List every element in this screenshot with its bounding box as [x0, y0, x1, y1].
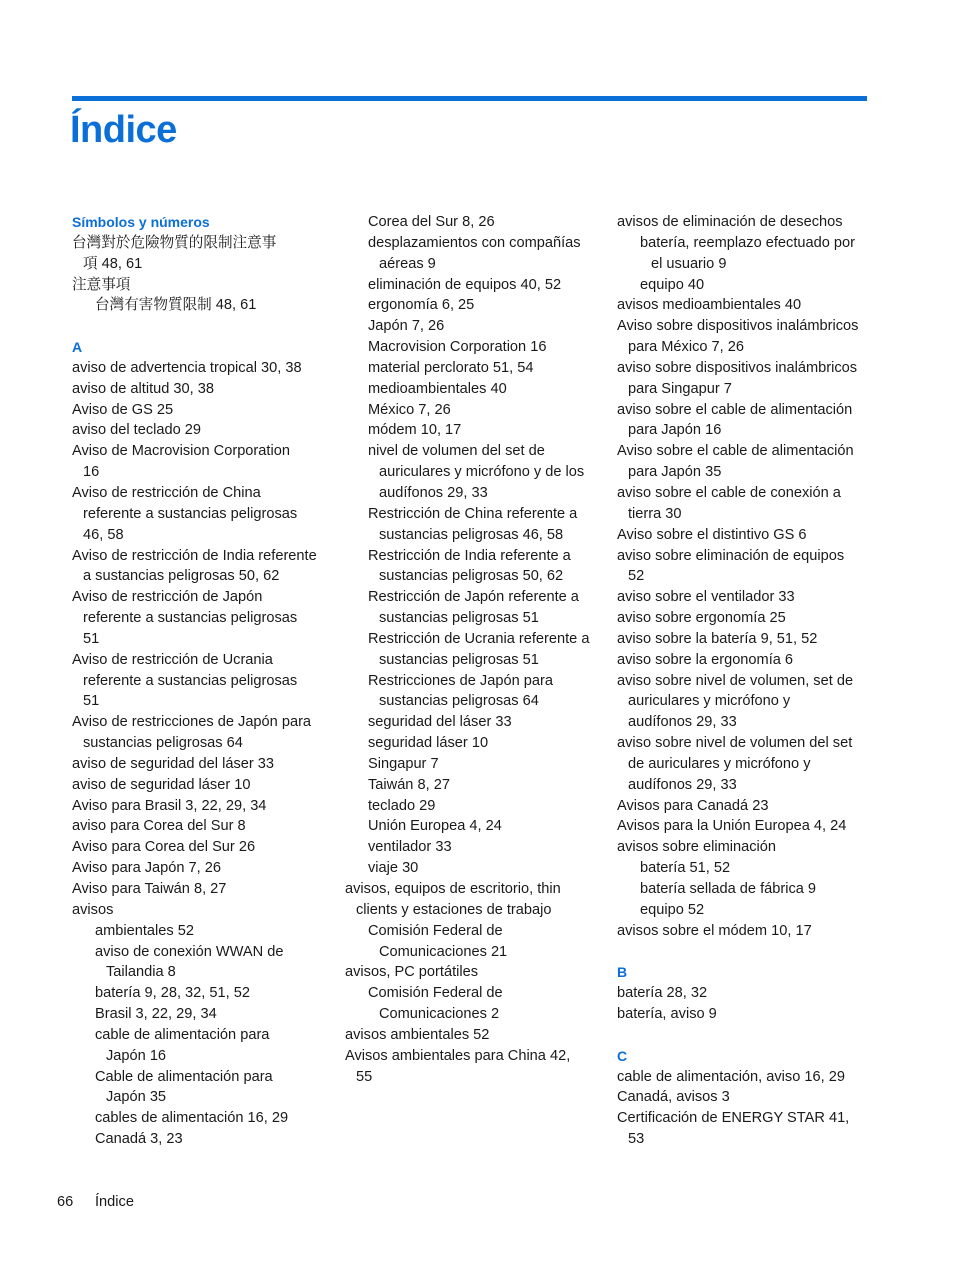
index-entry: Cable de alimentación para: [95, 1068, 273, 1085]
index-entry: seguridad láser 10: [368, 735, 489, 752]
section-heading: B: [617, 964, 628, 981]
index-entry: aviso sobre dispositivos inalámbricos: [617, 359, 858, 376]
index-entry: Aviso de Macrovision Corporation: [72, 443, 290, 460]
index-entry: medioambientales 40: [368, 380, 507, 397]
index-entry: Aviso de restricción de Ucrania: [72, 651, 273, 668]
index-entry: aviso sobre la batería 9, 51, 52: [617, 630, 818, 647]
index-entry: sustancias peligrosas 51: [379, 610, 539, 627]
section-gap: [72, 316, 337, 337]
index-entry: ambientales 52: [95, 922, 194, 939]
index-entry: para Singapur 7: [628, 380, 732, 397]
index-entry: Unión Europea 4, 24: [368, 818, 502, 835]
index-entry: aviso sobre el cable de conexión a: [617, 484, 841, 501]
index-entry: Restricción de Ucrania referente a: [368, 630, 590, 647]
index-entry: sustancias peligrosas 46, 58: [379, 526, 564, 543]
section-heading: C: [617, 1047, 628, 1064]
index-entry: Restricción de India referente a: [368, 547, 571, 564]
index-entry: 51: [83, 630, 100, 647]
index-entry: audífonos 29, 33: [628, 776, 737, 793]
index-entry: cable de alimentación para: [95, 1026, 270, 1043]
index-entry: avisos, PC portátiles: [345, 964, 479, 981]
index-entry: nivel de volumen del set de: [368, 443, 545, 460]
index-entry: Restricción de Japón referente a: [368, 589, 579, 606]
index-entry: tierra 30: [628, 505, 682, 522]
index-entry: aviso sobre nivel de volumen, set de: [617, 672, 854, 689]
index-entry: el usuario 9: [651, 255, 727, 272]
index-entry: para Japón 16: [628, 422, 722, 439]
index-entry: seguridad del láser 33: [368, 714, 512, 731]
index-entry: Singapur 7: [368, 755, 439, 772]
index-entry: audífonos 29, 33: [379, 484, 488, 501]
index-entry: Restricción de China referente a: [368, 505, 578, 522]
index-entry: 台灣對於危險物質的限制注意事: [72, 234, 277, 251]
index-entry: avisos: [72, 901, 114, 918]
index-entry: Corea del Sur 8, 26: [368, 214, 495, 230]
index-entry: auriculares y micrófono y de los: [379, 464, 585, 481]
index-entry: aviso sobre el cable de alimentación: [617, 401, 853, 418]
index-entry: Japón 16: [106, 1047, 167, 1064]
index-entry: Aviso para Corea del Sur 26: [72, 839, 256, 856]
index-entry: batería 51, 52: [640, 860, 731, 877]
index-entry: aviso del teclado 29: [72, 422, 201, 439]
index-entry: Comunicaciones 2: [379, 1006, 500, 1023]
index-entry: 注意事項: [72, 276, 131, 293]
page-footer: [57, 1192, 134, 1212]
index-entry: cable de alimentación, aviso 16, 29: [617, 1068, 845, 1085]
index-entry: aviso sobre nivel de volumen del set: [617, 735, 853, 752]
index-entry: Aviso para Taiwán 8, 27: [72, 881, 227, 897]
index-entry: aviso sobre eliminación de equipos: [617, 547, 845, 564]
index-entry: Comisión Federal de: [368, 985, 503, 1002]
index-entry: sustancias peligrosas 64: [379, 693, 539, 710]
index-entry: Restricciones de Japón para: [368, 672, 553, 689]
index-entry: 台灣有害物質限制 48, 61: [95, 297, 257, 314]
index-entry: aviso de conexión WWAN de: [95, 943, 284, 960]
index-entry: cables de alimentación 16, 29: [95, 1110, 289, 1127]
page-title: Índice: [70, 109, 177, 151]
index-entry: aéreas 9: [379, 255, 436, 272]
index-entry: batería sellada de fábrica 9: [640, 881, 817, 897]
index-column-2: [345, 212, 607, 1087]
index-entry: para Japón 35: [628, 464, 722, 481]
index-entry: referente a sustancias peligrosas: [83, 505, 298, 522]
index-entry: batería 28, 32: [617, 985, 708, 1002]
index-entry: 項 48, 61: [83, 255, 143, 272]
index-entry: sustancias peligrosas 64: [83, 735, 243, 752]
index-entry: batería, reemplazo efectuado por: [640, 234, 855, 251]
index-entry: Aviso sobre el cable de alimentación: [617, 443, 854, 460]
index-entry: Avisos para Canadá 23: [617, 797, 769, 814]
index-entry: avisos ambientales 52: [345, 1026, 490, 1043]
index-entry: avisos de eliminación de desechos: [617, 214, 843, 230]
index-entry: Aviso de restricción de China: [72, 484, 261, 501]
index-entry: Canadá 3, 23: [95, 1131, 183, 1148]
index-entry: Aviso sobre el distintivo GS 6: [617, 526, 807, 543]
index-entry: aviso de seguridad láser 10: [72, 776, 251, 793]
index-entry: Macrovision Corporation 16: [368, 339, 547, 356]
index-entry: eliminación de equipos 40, 52: [368, 276, 562, 293]
index-entry: Comisión Federal de: [368, 922, 503, 939]
index-column-1: [72, 212, 337, 1150]
index-entry: Brasil 3, 22, 29, 34: [95, 1006, 217, 1023]
index-entry: Avisos ambientales para China 42,: [345, 1047, 571, 1064]
page-number: 66: [57, 1194, 74, 1210]
index-entry: Tailandia 8: [106, 964, 176, 981]
section-heading: Símbolos y números: [72, 214, 210, 230]
index-entry: batería 9, 28, 32, 51, 52: [95, 985, 250, 1002]
section-gap: [617, 1025, 879, 1046]
index-entry: ergonomía 6, 25: [368, 297, 475, 314]
index-entry: material perclorato 51, 54: [368, 359, 534, 376]
index-entry: teclado 29: [368, 797, 436, 814]
index-entry: 51: [83, 693, 100, 710]
index-entry: avisos, equipos de escritorio, thin: [345, 881, 561, 897]
index-entry: Canadá, avisos 3: [617, 1089, 730, 1106]
index-entry: equipo 52: [640, 901, 705, 918]
index-entry: aviso sobre la ergonomía 6: [617, 651, 794, 668]
index-entry: clients y estaciones de trabajo: [356, 901, 552, 918]
title-rule: [72, 96, 867, 101]
index-entry: avisos sobre el módem 10, 17: [617, 922, 812, 939]
index-entry: desplazamientos con compañías: [368, 234, 581, 251]
index-entry: Aviso de GS 25: [72, 401, 174, 418]
section-heading: A: [72, 339, 83, 356]
index-column-3: [617, 212, 879, 1150]
index-entry: aviso de advertencia tropical 30, 38: [72, 359, 302, 376]
index-entry: referente a sustancias peligrosas: [83, 672, 298, 689]
index-entry: Aviso sobre dispositivos inalámbricos: [617, 318, 859, 335]
index-entry: referente a sustancias peligrosas: [83, 610, 298, 627]
index-entry: Aviso de restricciones de Japón para: [72, 714, 312, 731]
index-entry: Certificación de ENERGY STAR 41,: [617, 1110, 850, 1127]
index-entry: equipo 40: [640, 276, 705, 293]
index-entry: 53: [628, 1131, 645, 1148]
index-entry: a sustancias peligrosas 50, 62: [83, 568, 280, 585]
index-entry: de auriculares y micrófono y: [628, 755, 811, 772]
index-entry: 52: [628, 568, 645, 585]
index-entry: Taiwán 8, 27: [368, 776, 450, 793]
section-gap: [617, 942, 879, 963]
index-entry: aviso de altitud 30, 38: [72, 380, 214, 397]
index-entry: aviso sobre el ventilador 33: [617, 589, 795, 606]
index-entry: 16: [83, 464, 100, 481]
index-entry: sustancias peligrosas 51: [379, 651, 539, 668]
index-entry: aviso sobre ergonomía 25: [617, 610, 786, 627]
index-entry: avisos medioambientales 40: [617, 297, 802, 314]
index-entry: Aviso de restricción de Japón: [72, 589, 263, 606]
index-entry: ventilador 33: [368, 839, 452, 856]
index-entry: Japón 35: [106, 1089, 167, 1106]
index-entry: Avisos para la Unión Europea 4, 24: [617, 818, 847, 835]
index-entry: Aviso para Brasil 3, 22, 29, 34: [72, 797, 267, 814]
index-entry: sustancias peligrosas 50, 62: [379, 568, 564, 585]
index-entry: Comunicaciones 21: [379, 943, 508, 960]
index-entry: Japón 7, 26: [368, 318, 445, 335]
index-entry: auriculares y micrófono y: [628, 693, 791, 710]
index-entry: batería, aviso 9: [617, 1006, 717, 1023]
index-entry: México 7, 26: [368, 401, 451, 418]
index-entry: aviso de seguridad del láser 33: [72, 755, 275, 772]
index-entry: viaje 30: [368, 860, 419, 877]
index-entry: 55: [356, 1068, 373, 1085]
index-entry: módem 10, 17: [368, 422, 462, 439]
index-entry: avisos sobre eliminación: [617, 839, 776, 856]
index-entry: audífonos 29, 33: [628, 714, 737, 731]
index-entry: Aviso para Japón 7, 26: [72, 860, 222, 877]
footer-label: Índice: [95, 1194, 134, 1210]
index-entry: Aviso de restricción de India referente: [72, 547, 317, 564]
index-entry: aviso para Corea del Sur 8: [72, 818, 246, 835]
index-entry: para México 7, 26: [628, 339, 745, 356]
index-entry: 46, 58: [83, 526, 124, 543]
